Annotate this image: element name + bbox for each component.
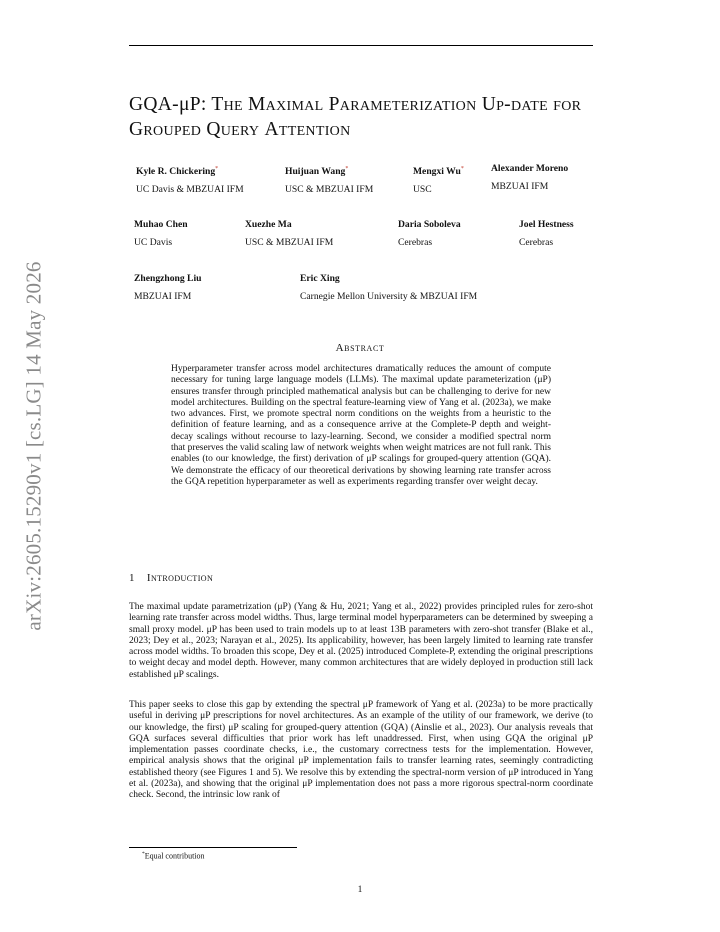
- author-name: Alexander Moreno: [491, 163, 569, 174]
- author-block: [134, 273, 201, 303]
- equal-contribution-mark: *: [460, 166, 464, 172]
- author-block: [413, 163, 464, 196]
- title-part: G: [129, 119, 144, 140]
- equal-contribution-mark: *: [215, 166, 219, 172]
- author-affiliation: MBZUAI IFM: [491, 181, 549, 192]
- title-part: A: [264, 119, 279, 140]
- title-part: uery: [220, 119, 265, 140]
- abstract-text: Hyperparameter transfer across model architectures dramatically reduces the amount of compute necessary for tuning large language models (LLMs). The maximal update parameterization (μP) ensures transfer through principled mathematical analysis but can be challenging to derive for new model architectures. Building on the spectral feature-learning view of Yang et al. (2023a), we make two advances. First, we promote spectral norm conditions on the weights from a heuristic to the definition of feature learning, and as a consequence arrive at the Complete-P depth and weight-decay scalings without recourse to lazy-learning. Second, we consider a modified spectral norm that preserves the valid scaling law of network weights when weight matrices are not full rank. This enables (to our knowledge, the first) derivation of μP scalings for grouped-query attention (GQA). We demonstrate the efficacy of our theoretical derivations by showing learning rate transfer across the GQA repetition hyperparameter as well as experiments regarding transfer over weight decay.: [171, 364, 551, 487]
- author-name: Xuezhe Ma: [245, 219, 292, 230]
- footnote-text: Equal contribution: [144, 851, 205, 861]
- title-part: p-date for: [496, 94, 582, 115]
- author-affiliation: UC Davis & MBZUAI IFM: [136, 184, 244, 196]
- equal-contribution-mark: *: [345, 166, 349, 172]
- author-name: Muhao Chen: [134, 219, 188, 230]
- author-affiliation: USC & MBZUAI IFM: [285, 184, 374, 196]
- title-part: aximal: [265, 94, 329, 115]
- title-part: M: [248, 94, 266, 115]
- title-part: GQA-μP: T: [129, 94, 224, 115]
- author-name: Mengxi Wu: [413, 166, 461, 178]
- title-part: ttention: [278, 119, 351, 140]
- title-part: Q: [206, 119, 221, 140]
- author-block: [285, 163, 373, 196]
- intro-paragraph: This paper seeks to close this gap by extending the spectral μP framework of Yang et al. (2023a) to be more practically useful in deriving μP prescriptions for novel architectures. As an example of the utility of our framework, we derive (to our knowledge, the first) μP scaling for grouped-query attention (GQA) (Ainslie et al., 2023). Our analysis reveals that GQA surfaces several difficulties that prior work has left unaddressed. First, when using GQA the original μP implementation passes coordinate checks, i.e., the customary correctness tests for the implementation. However, empirical analysis shows that the original μP implementation fails to transfer learning rates, seemingly contradicting established theory (see Figures 1 and 5). We resolve this by extending the spectral-norm version of μP introduced in Yang et al. (2023a), and showing that the original μP implementation does not pass a more rigorous spectral-norm coordinate check. Second, the intrinsic low rank of: [129, 700, 593, 801]
- author-block: [136, 163, 244, 196]
- author-name: Kyle R. Chickering: [136, 166, 216, 178]
- page-number: 1: [357, 885, 363, 895]
- arxiv-identifier-stamp: arXiv:2605.15290v1 [cs.LG] 14 May 2026: [21, 261, 46, 631]
- author-affiliation: MBZUAI IFM: [134, 291, 192, 302]
- title-part: U: [481, 94, 497, 115]
- author-name: Eric Xing: [300, 273, 340, 284]
- author-block: [300, 273, 477, 303]
- author-block: [245, 219, 333, 249]
- title-part: P: [328, 94, 340, 115]
- section-heading: [129, 572, 213, 584]
- author-affiliation: USC & MBZUAI IFM: [245, 237, 334, 248]
- section-number: 1: [129, 572, 135, 584]
- abstract-heading: Abstract: [335, 342, 385, 354]
- author-name: Huijuan Wang: [285, 166, 346, 178]
- footnote: [142, 851, 205, 861]
- author-block: [491, 163, 568, 193]
- top-rule: [129, 45, 593, 46]
- author-block: [519, 219, 574, 249]
- author-block: [398, 219, 461, 249]
- title-part: he: [223, 94, 249, 115]
- intro-paragraph: The maximal update parametrization (μP) (Yang & Hu, 2021; Yang et al., 2022) provides principled rules for zero-shot learning rate transfer across model widths. Thus, large terminal model hyperparameters can be determined by sweeping a small proxy model. μP has been used to train models up to at least 13B parameters with zero-shot transfer (Blake et al., 2023; Dey et al., 2023; Narayan et al., 2025). Its applicability, however, has been largely limited to learning rate transfer across model widths. To broaden this scope, Dey et al. (2025) introduced Complete-P, extending the original prescriptions to weight decay and model depth. However, many common architectures that are widely deployed in production still lack established μP scalings.: [129, 602, 593, 680]
- author-affiliation: Cerebras: [519, 237, 554, 248]
- author-name: Joel Hestness: [519, 219, 574, 230]
- author-name: Zhengzhong Liu: [134, 273, 202, 284]
- footnote-rule: [129, 847, 297, 848]
- author-affiliation: Cerebras: [398, 237, 433, 248]
- footnote-mark: *: [142, 851, 145, 857]
- title-part: arameterization: [339, 94, 482, 115]
- author-block: [134, 219, 188, 249]
- section-title: Introduction: [146, 572, 214, 584]
- author-name: Daria Soboleva: [398, 219, 461, 230]
- author-affiliation: UC Davis: [134, 237, 173, 248]
- author-affiliation: Carnegie Mellon University & MBZUAI IFM: [300, 291, 478, 302]
- author-affiliation: USC: [413, 184, 432, 196]
- title-part: rouped: [143, 119, 207, 140]
- paper-title: [129, 92, 599, 142]
